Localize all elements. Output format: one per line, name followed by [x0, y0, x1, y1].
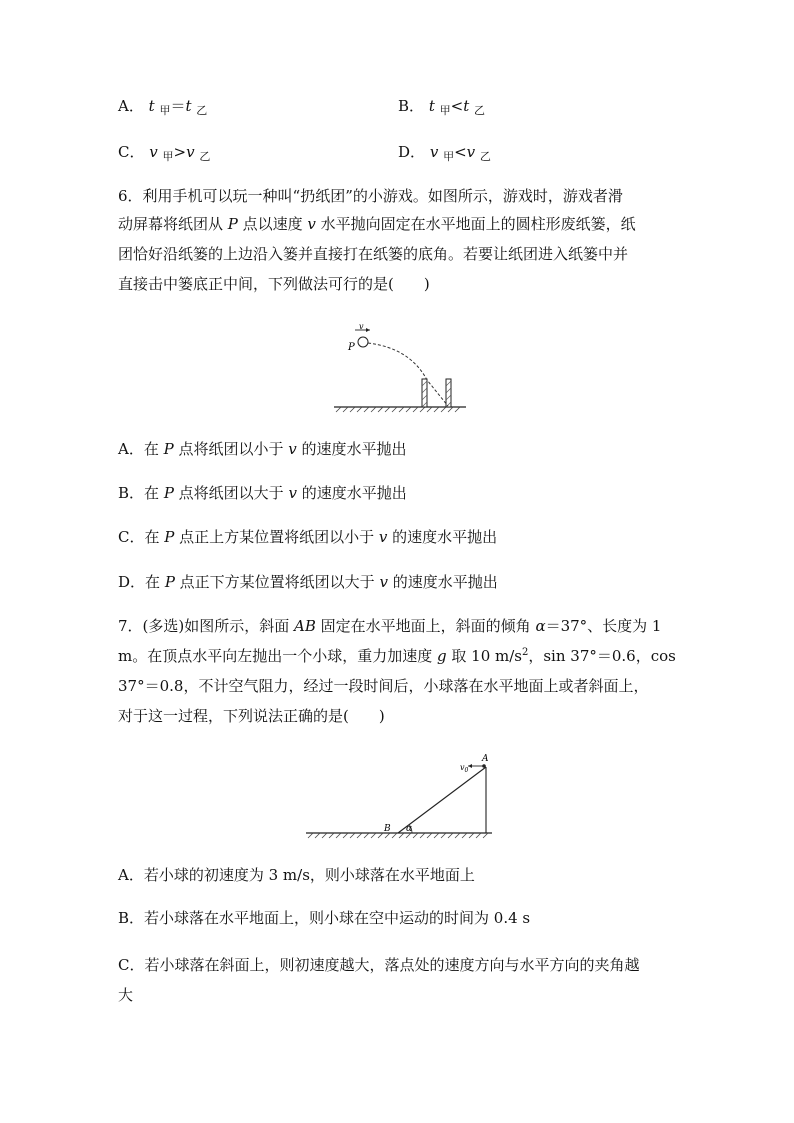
trajectory-curve	[368, 343, 448, 406]
text: m。在顶点水平向左抛出一个小球，重力加速度	[118, 647, 437, 665]
option-label: A．	[118, 440, 144, 458]
text: 点将纸团以大于	[173, 484, 289, 502]
var-v: v	[307, 215, 316, 233]
text: ，sin 37°＝0.6，cos	[528, 647, 676, 665]
q7-stem-line-1	[118, 616, 661, 636]
text: 在	[144, 484, 164, 502]
var: t	[148, 97, 155, 115]
text: 取 10 m/s	[446, 647, 522, 665]
text: 在	[145, 573, 165, 591]
option-label: B．	[398, 97, 425, 115]
var-p: P	[227, 215, 238, 233]
text: 点正上方某位置将纸团以小于	[174, 528, 379, 546]
var-v: v	[288, 484, 297, 502]
subscript: 乙	[199, 150, 211, 163]
var: t	[463, 97, 470, 115]
q7-option-c-line-2: 大	[118, 986, 134, 1004]
var-p: P	[164, 573, 175, 591]
paper-ball	[358, 337, 368, 347]
q5-option-a	[118, 96, 207, 118]
text: 点将纸团以小于	[173, 440, 289, 458]
text: 7．(多选)如图所示，斜面	[118, 617, 295, 635]
q7-stem-line-4: 对于这一过程，下列说法正确的是( )	[118, 707, 385, 725]
option-label: D．	[118, 573, 146, 591]
var-v: v	[288, 440, 297, 458]
option-label: D．	[398, 143, 426, 161]
arrowhead-icon	[366, 328, 370, 332]
q6-option-c	[118, 527, 497, 547]
subscript: 乙	[196, 104, 208, 117]
q6-option-a	[118, 439, 407, 459]
point-b-label: B	[384, 824, 391, 834]
var-alpha: α	[535, 617, 546, 635]
var: v	[466, 143, 476, 161]
q7-option-b: B．若小球落在水平地面上，则小球在空中运动的时间为 0.4 s	[118, 909, 531, 927]
text: 点以速度	[237, 215, 308, 233]
q5-option-b	[398, 96, 485, 118]
var: v	[149, 143, 158, 161]
text: 动屏幕将纸团从	[118, 215, 228, 233]
text: 的速度水平抛出	[296, 440, 407, 458]
var-ab: AB	[294, 617, 316, 635]
text: 在	[144, 528, 165, 546]
text: 点正下方某位置将纸团以大于	[174, 573, 380, 591]
var-p: P	[163, 440, 174, 458]
ground-hatch	[336, 407, 460, 412]
var: t	[185, 97, 192, 115]
option-label: A．	[118, 97, 144, 115]
q6-stem-line-4: 直接击中篓底正中间，下列做法可行的是( )	[118, 275, 430, 293]
operator: <	[450, 97, 464, 115]
subscript: 甲	[162, 150, 174, 163]
operator: <	[454, 143, 467, 161]
velocity-label: v	[359, 324, 364, 331]
q7-option-a: A．若小球的初速度为 3 m/s，则小球落在水平地面上	[118, 866, 475, 884]
point-a-label: A	[482, 754, 489, 764]
text: 的速度水平抛出	[296, 484, 407, 502]
var-v: v	[378, 528, 388, 546]
superscript: 2	[521, 647, 529, 658]
q6-option-d	[118, 572, 498, 592]
text: 固定在水平地面上，斜面的倾角	[315, 617, 536, 635]
option-label: C．	[118, 528, 145, 546]
text: ＝37°、长度为 1	[545, 617, 662, 635]
angle-alpha-label: α	[406, 824, 413, 834]
q6-stem-line-1: 6．利用手机可以玩一种叫“扔纸团”的小游戏。如图所示，游戏时，游戏者滑	[118, 187, 623, 205]
var: v	[429, 143, 439, 161]
v0-label: $v_0$	[460, 763, 469, 774]
var: v	[186, 143, 195, 161]
option-label: C．	[118, 143, 145, 161]
q7-stem-line-3: 37°＝0.8，不计空气阻力，经过一段时间后，小球落在水平地面上或者斜面上，	[118, 677, 649, 695]
q7-figure	[302, 750, 502, 842]
var-p: P	[163, 484, 174, 502]
q5-option-c	[118, 142, 210, 164]
operator: >	[173, 143, 187, 161]
q5-option-d	[398, 142, 491, 164]
q7-option-c-line-1: C．若小球落在斜面上，则初速度越大，落点处的速度方向与水平方向的夹角越	[118, 956, 640, 974]
subscript: 乙	[479, 150, 491, 163]
text: 水平抛向固定在水平地面上的圆柱形废纸篓，纸	[315, 215, 636, 233]
arrowhead-icon	[468, 764, 472, 768]
var-p: P	[164, 528, 175, 546]
var: t	[428, 97, 435, 115]
ground-hatch	[308, 833, 488, 838]
text: 在	[143, 440, 164, 458]
text: 的速度水平抛出	[387, 528, 498, 546]
operator: ＝	[170, 97, 186, 115]
q6-option-b	[118, 483, 407, 503]
subscript: 甲	[443, 150, 455, 163]
option-label: B．	[118, 484, 145, 502]
q6-figure	[330, 324, 470, 414]
subscript: 甲	[439, 104, 451, 117]
q6-stem-line-3: 团恰好沿纸篓的上边沿入篓并直接打在纸篓的底角。若要让纸团进入纸篓中并	[118, 245, 629, 263]
subscript: 甲	[159, 104, 171, 117]
q7-stem-line-2	[118, 646, 676, 669]
subscript: 乙	[474, 104, 486, 117]
var-v: v	[379, 573, 388, 591]
point-p-label: P	[348, 342, 355, 353]
q6-stem-line-2	[118, 214, 636, 234]
var-g: g	[437, 647, 447, 665]
text: 的速度水平抛出	[387, 573, 498, 591]
